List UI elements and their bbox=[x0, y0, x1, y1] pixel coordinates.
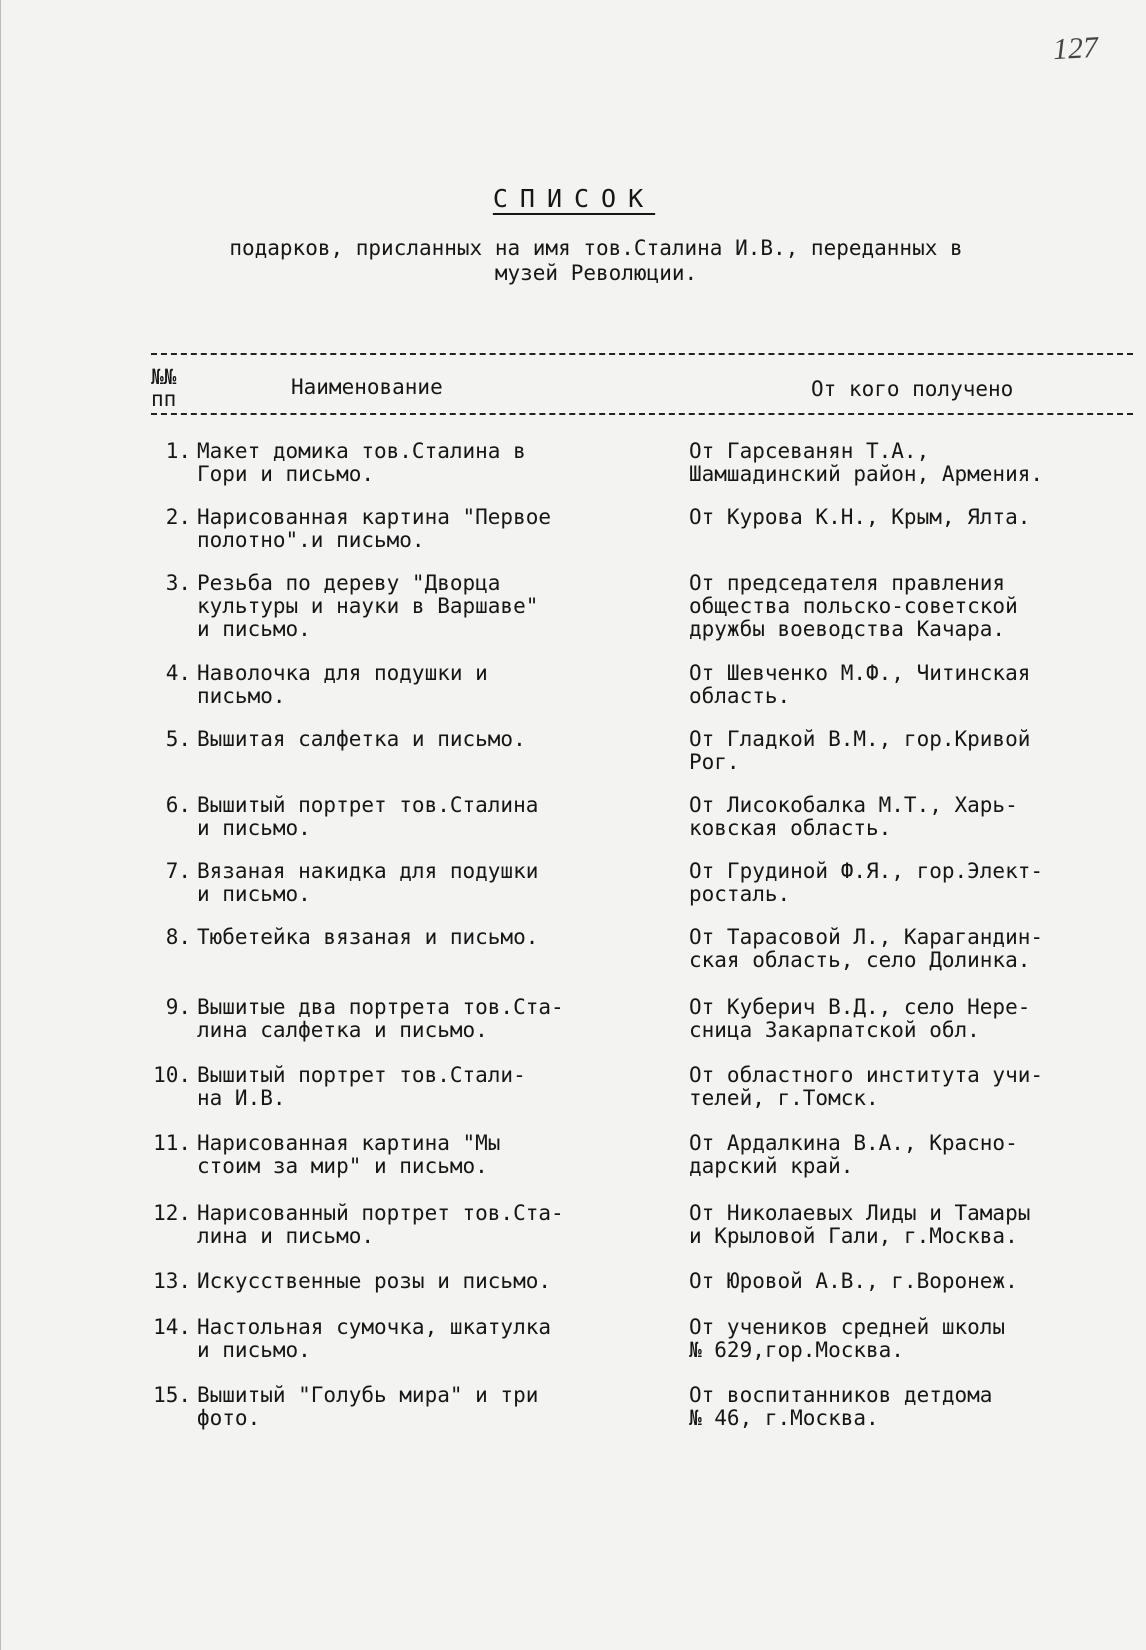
item-number: 2. bbox=[165, 505, 191, 529]
document-title: СПИСОК bbox=[492, 184, 656, 213]
item-name: Наволочка для подушки и письмо. bbox=[197, 661, 488, 708]
item-name: Макет домика тов.Сталина в Гори и письмо. bbox=[197, 439, 526, 486]
header-top-rule bbox=[151, 353, 1133, 355]
list-item bbox=[1, 860, 1146, 920]
item-name: Нарисованная картина "Мы стоим за мир" и письмо. bbox=[197, 1131, 501, 1178]
item-sender: От Гарсеванян Т.А., Шамшадинский район, Армения. bbox=[689, 439, 1044, 486]
list-item bbox=[1, 1316, 1146, 1376]
item-sender: От Курова К.Н., Крым, Ялта. bbox=[689, 505, 1031, 529]
item-number: 11. bbox=[153, 1131, 191, 1155]
list-item bbox=[1, 996, 1146, 1056]
item-number: 7. bbox=[165, 859, 191, 883]
column-header-from: От кого получено bbox=[811, 377, 1014, 401]
list-item bbox=[1, 1064, 1146, 1124]
item-number: 12. bbox=[153, 1201, 191, 1225]
item-name: Вышитый портрет тов.Стали- на И.В. bbox=[197, 1063, 526, 1110]
list-item bbox=[1, 662, 1146, 722]
column-header-name: Наименование bbox=[291, 375, 443, 399]
item-number: 5. bbox=[165, 727, 191, 751]
item-sender: От председателя правления общества польско-советской дружбы воеводства Качара. bbox=[689, 571, 1018, 641]
item-name: Вышитый "Голубь мира" и три фото. bbox=[197, 1383, 539, 1430]
item-number: 6. bbox=[165, 793, 191, 817]
item-number: 13. bbox=[153, 1269, 191, 1293]
item-number: 3. bbox=[165, 571, 191, 595]
list-item bbox=[1, 506, 1146, 566]
item-name: Вязаная накидка для подушки и письмо. bbox=[197, 859, 539, 906]
item-number: 4. bbox=[165, 661, 191, 685]
item-name: Вышитые два портрета тов.Ста- лина салфетка и письмо. bbox=[197, 995, 564, 1042]
item-sender: От учеников средней школы № 629,гор.Москва. bbox=[689, 1315, 1006, 1362]
item-sender: От Ардалкина В.А., Красно- дарский край. bbox=[689, 1131, 1018, 1178]
item-sender: От Гладкой В.М., гор.Кривой Рог. bbox=[689, 727, 1031, 774]
list-item bbox=[1, 1384, 1146, 1444]
document-subtitle: подарков, присланных на имя тов.Сталина И.В., переданных в музей Революции. bbox=[229, 236, 963, 285]
list-item bbox=[1, 1132, 1146, 1192]
item-number: 9. bbox=[165, 995, 191, 1019]
column-header-number: №№ пп bbox=[151, 365, 177, 411]
item-name: Нарисованная картина "Первое полотно".и письмо. bbox=[197, 505, 552, 552]
list-item bbox=[1, 440, 1146, 500]
item-number: 10. bbox=[153, 1063, 191, 1087]
item-name: Искусственные розы и письмо. bbox=[197, 1269, 552, 1293]
item-name: Тюбетейка вязаная и письмо. bbox=[197, 925, 539, 949]
item-name: Вышитая салфетка и письмо. bbox=[197, 727, 526, 751]
item-sender: От Грудиной Ф.Я., гор.Элект- росталь. bbox=[689, 859, 1044, 906]
item-name: Настольная сумочка, шкатулка и письмо. bbox=[197, 1315, 552, 1362]
list-item bbox=[1, 794, 1146, 854]
page-number: 127 bbox=[1052, 30, 1099, 67]
item-number: 14. bbox=[153, 1315, 191, 1339]
item-sender: От Тарасовой Л., Карагандин- ская область, село Долинка. bbox=[689, 925, 1044, 972]
item-number: 15. bbox=[153, 1383, 191, 1407]
item-number: 1. bbox=[165, 439, 191, 463]
item-name: Нарисованный портрет тов.Ста- лина и письмо. bbox=[197, 1201, 564, 1248]
item-sender: От воспитанников детдома № 46, г.Москва. bbox=[689, 1383, 993, 1430]
item-name: Резьба по дереву "Дворца культуры и науки в Варшаве" и письмо. bbox=[197, 571, 539, 641]
item-sender: От Куберич В.Д., село Нере- сница Закарпатской обл. bbox=[689, 995, 1031, 1042]
item-number: 8. bbox=[165, 925, 191, 949]
item-sender: От Шевченко М.Ф., Читинская область. bbox=[689, 661, 1031, 708]
item-sender: От Лисокобалка М.Т., Харь- ковская область. bbox=[689, 793, 1018, 840]
header-bottom-rule bbox=[151, 413, 1133, 415]
list-item bbox=[1, 1202, 1146, 1262]
item-sender: От Николаевых Лиды и Тамары и Крыловой Гали, г.Москва. bbox=[689, 1201, 1031, 1248]
list-item bbox=[1, 926, 1146, 986]
item-name: Вышитый портрет тов.Сталина и письмо. bbox=[197, 793, 539, 840]
item-sender: От областного института учи- телей, г.Томск. bbox=[689, 1063, 1044, 1110]
list-item bbox=[1, 728, 1146, 788]
item-sender: От Юровой А.В., г.Воронеж. bbox=[689, 1269, 1018, 1293]
list-item bbox=[1, 571, 1146, 641]
